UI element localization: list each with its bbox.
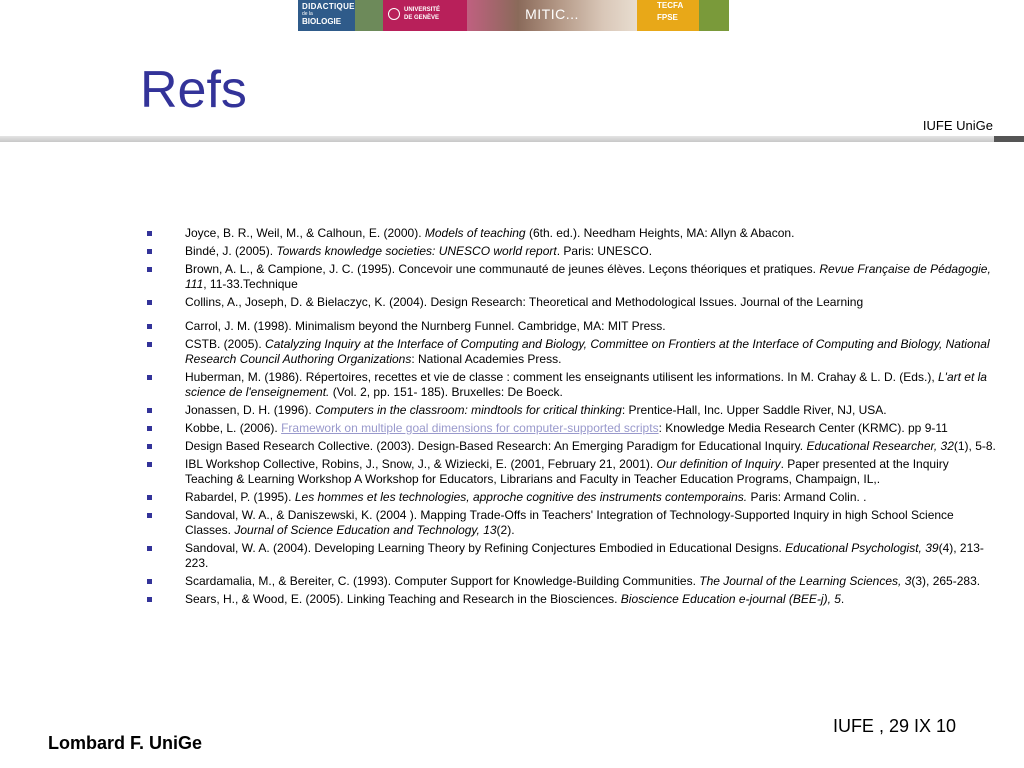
reference-italic-text: Computers in the classroom: mindtools for critical thinking	[315, 403, 622, 417]
didactique-image	[355, 0, 383, 31]
bullet-icon	[147, 597, 152, 602]
tecfa-text: TECFA	[657, 1, 684, 10]
reference-text: Scardamalia, M., & Bereiter, C. (1993). Computer Support for Knowledge-Building Communities.	[185, 574, 700, 588]
reference-text: .	[840, 592, 845, 606]
tecfa-image	[699, 0, 729, 31]
mitic-photo-banner	[467, 0, 637, 31]
bullet-icon	[147, 300, 152, 305]
reference-list	[143, 226, 998, 610]
reference-text: (1), 5-8.	[953, 439, 996, 453]
title-divider	[0, 136, 1024, 142]
bullet-icon	[147, 579, 152, 584]
tecfa-fpse-logo	[637, 0, 729, 31]
header-banner	[298, 0, 729, 31]
header-institution: IUFE UniGe	[922, 118, 993, 133]
reference-italic-text: The Journal of the Learning Sciences, 3	[699, 574, 912, 588]
reference-item	[143, 370, 998, 400]
reference-text: Brown, A. L., & Campione, J. C. (1995). Concevoir une communauté de jeunes élèves. Leçons théoriques et pratiques.	[185, 262, 820, 276]
universite-text: UNIVERSITÉ	[404, 7, 441, 13]
bullet-icon	[147, 267, 152, 272]
slide-title: Refs	[140, 61, 247, 119]
reference-text: Sandoval, W. A. (2004). Developing Learning Theory by Refining Conjectures Embodied in Educational Designs.	[185, 541, 786, 555]
didactique-biologie-logo	[298, 0, 383, 31]
reference-text: Design Based Research Collective. (2003). Design-Based Research: An Emerging Paradigm for Educational Inquiry.	[185, 439, 807, 453]
reference-text: Sears, H., & Wood, E. (2005). Linking Teaching and Research in the Biosciences.	[185, 592, 621, 606]
de-la-text: de la	[302, 11, 313, 17]
reference-text: (4), 213-223.	[185, 541, 984, 570]
divider-accent	[994, 136, 1024, 142]
de-geneve-text: DE GENÈVE	[404, 15, 440, 21]
reference-italic-text: Bioscience Education e-journal (BEE-j), 5	[620, 592, 841, 606]
reference-text: IBL Workshop Collective, Robins, J., Snow, J., & Wiziecki, E. (2001, February 21, 2001).	[185, 457, 657, 471]
reference-italic-text: L'art et la science de l'enseignement.	[185, 370, 987, 399]
bullet-icon	[147, 324, 152, 329]
reference-text: Sandoval, W. A., & Daniszewski, K. (2004 ). Mapping Trade-Offs in Teachers' Integration of Technology-Supported Inquiry in high School Science Classes.	[185, 508, 954, 537]
reference-item	[143, 439, 998, 454]
bullet-icon	[147, 426, 152, 431]
reference-text: Paris: Armand Colin. .	[747, 490, 867, 504]
reference-text: Jonassen, D. H. (1996).	[185, 403, 316, 417]
fpse-text: FPSE	[657, 13, 678, 22]
bullet-icon	[147, 513, 152, 518]
reference-text: Collins, A., Joseph, D. & Bielaczyc, K. (2004). Design Research: Theoretical and Methodological Issues. Journal of the Learning	[185, 295, 864, 309]
reference-italic-text: Models of teaching	[424, 226, 526, 240]
reference-item	[143, 262, 998, 292]
reference-text: Bindé, J. (2005).	[185, 244, 277, 258]
didactique-text: DIDACTIQUE	[302, 2, 355, 11]
bullet-icon	[147, 462, 152, 467]
bullet-icon	[147, 546, 152, 551]
bullet-icon	[147, 249, 152, 254]
reference-text: (Vol. 2, pp. 151- 185). Bruxelles: De Boeck.	[329, 385, 563, 399]
reference-item	[143, 319, 998, 334]
reference-text: (6th. ed.). Needham Heights, MA: Allyn & Abacon.	[525, 226, 795, 240]
reference-text: Joyce, B. R., Weil, M., & Calhoun, E. (2000).	[185, 226, 425, 240]
bullet-icon	[147, 375, 152, 380]
reference-item	[143, 490, 998, 505]
reference-text: : National Academies Press.	[411, 352, 562, 366]
bullet-icon	[147, 231, 152, 236]
unige-logo	[383, 0, 467, 31]
reference-item	[143, 244, 998, 259]
reference-item	[143, 592, 998, 607]
reference-item	[143, 574, 998, 589]
bullet-icon	[147, 495, 152, 500]
biologie-text: BIOLOGIE	[302, 17, 342, 26]
unige-emblem-icon	[388, 8, 400, 20]
reference-item	[143, 508, 998, 538]
reference-item	[143, 421, 998, 436]
reference-item	[143, 226, 998, 241]
reference-italic-text: Journal of Science Education and Technology, 13	[234, 523, 497, 537]
reference-text: (2).	[496, 523, 515, 537]
reference-text: Kobbe, L. (2006).	[185, 421, 282, 435]
reference-italic-text: Revue Française de Pédagogie, 111	[185, 262, 991, 291]
reference-text: CSTB. (2005).	[185, 337, 266, 351]
reference-italic-text: Catalyzing Inquiry at the Interface of Computing and Biology, Committee on Frontiers at the Interface of Computing and Biology, National Research Council Authoring Organizations	[185, 337, 990, 366]
reference-text: : Knowledge Media Research Center (KRMC). pp 9-11	[658, 421, 948, 435]
reference-link[interactable]: Framework on multiple goal dimensions for computer-supported scripts	[281, 421, 659, 435]
reference-italic-text: Our definition of Inquiry	[656, 457, 781, 471]
reference-italic-text: Educational Psychologist, 39	[785, 541, 939, 555]
reference-text: Carrol, J. M. (1998). Minimalism beyond the Nurnberg Funnel. Cambridge, MA: MIT Press.	[185, 319, 666, 333]
reference-text: : Prentice-Hall, Inc. Upper Saddle River, NJ, USA.	[621, 403, 887, 417]
footer-date: IUFE , 29 IX 10	[832, 716, 956, 736]
reference-item	[143, 541, 998, 571]
reference-italic-text: Towards knowledge societies: UNESCO world report	[276, 244, 557, 258]
bullet-icon	[147, 342, 152, 347]
mitic-text: MITIC...	[525, 6, 579, 22]
reference-text: Huberman, M. (1986). Répertoires, recettes et vie de classe : comment les enseignants utilisent les informations. In M. Crahay & L. D. (Eds.),	[185, 370, 938, 384]
footer-author: Lombard F. UniGe	[48, 733, 203, 753]
reference-item	[143, 337, 998, 367]
reference-item	[143, 403, 998, 418]
reference-text: . Paris: UNESCO.	[556, 244, 653, 258]
reference-text: (3), 265-283.	[911, 574, 981, 588]
reference-italic-text: Educational Researcher, 32	[806, 439, 954, 453]
reference-text: . Paper presented at the Inquiry Teaching & Learning Workshop A Workshop for Educators, Librarians and Faculty in Teacher Education Programs, Champaign, IL,.	[185, 457, 949, 486]
bullet-icon	[147, 408, 152, 413]
reference-italic-text: Les hommes et les technologies, approche cognitive des instruments contemporains.	[294, 490, 748, 504]
reference-text: , 11-33.Technique	[203, 277, 298, 291]
reference-text: Rabardel, P. (1995).	[185, 490, 295, 504]
reference-item	[143, 457, 998, 487]
reference-item	[143, 295, 998, 310]
bullet-icon	[147, 444, 152, 449]
